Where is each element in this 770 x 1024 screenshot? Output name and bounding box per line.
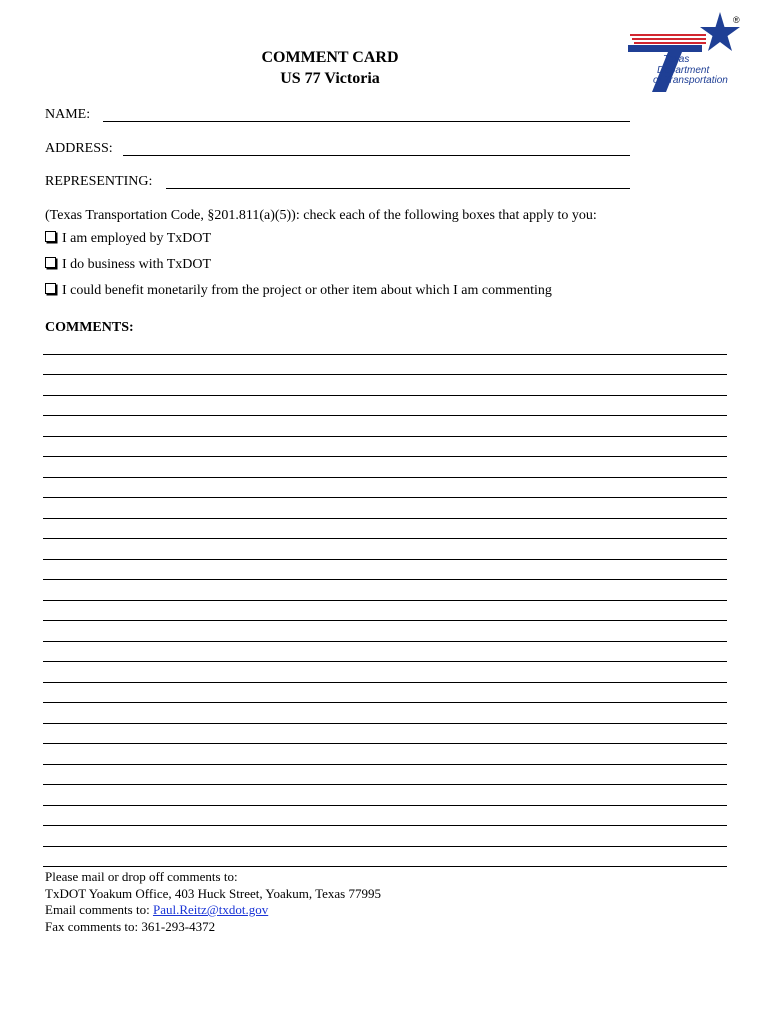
comment-line[interactable] (43, 559, 727, 560)
comment-line[interactable] (43, 743, 727, 744)
checkbox-label-business: I do business with TxDOT (62, 257, 212, 272)
name-field-row (45, 107, 90, 123)
fax-info: Fax comments to: 361-293-4372 (45, 918, 216, 934)
checkbox-row-employed[interactable] (45, 231, 211, 247)
checkbox-row-benefit[interactable] (45, 283, 552, 299)
comment-line[interactable] (43, 579, 727, 580)
representing-input-line[interactable] (166, 188, 630, 189)
comment-line[interactable] (43, 641, 727, 642)
mailing-instruction: Please mail or drop off comments to: (45, 869, 238, 884)
comment-line[interactable] (43, 702, 727, 703)
comment-line[interactable] (43, 661, 727, 662)
comment-line[interactable] (43, 846, 727, 847)
comment-line[interactable] (43, 682, 727, 683)
comment-line[interactable] (43, 620, 727, 621)
checkbox-business[interactable] (45, 257, 56, 268)
comment-line[interactable] (43, 784, 727, 785)
comment-line[interactable] (43, 764, 727, 765)
office-address: TxDOT Yoakum Office, 403 Huck Street, Yoakum, Texas 77995 (45, 885, 381, 901)
mailing-info (45, 869, 381, 935)
disclosure-note: (Texas Transportation Code, §201.811(a)(5)): check each of the following boxes that apply to you: (45, 208, 597, 223)
comment-line[interactable] (43, 538, 727, 539)
email-link[interactable]: Paul.Reitz@txdot.gov (152, 902, 269, 917)
name-input-line[interactable] (103, 121, 630, 122)
checkbox-employed[interactable] (45, 231, 56, 242)
address-field-row (45, 141, 113, 157)
comment-line[interactable] (43, 805, 727, 806)
address-label: ADDRESS: (45, 141, 113, 156)
comment-line[interactable] (43, 395, 727, 396)
comment-line[interactable] (43, 518, 727, 519)
logo-stripes-icon (628, 34, 706, 52)
email-row (45, 902, 381, 919)
logo-text-department: Department (657, 64, 710, 76)
email-prefix: Email comments to: (45, 902, 153, 917)
comment-line[interactable] (43, 497, 727, 498)
comment-line[interactable] (43, 374, 727, 375)
page-title: COMMENT CARD (261, 49, 399, 66)
comment-line[interactable] (43, 825, 727, 826)
checkbox-row-business[interactable] (45, 257, 211, 273)
comment-line[interactable] (43, 477, 727, 478)
name-label: NAME: (45, 107, 91, 122)
registered-mark: ® (733, 15, 740, 25)
comment-line[interactable] (43, 354, 727, 355)
comment-line[interactable] (43, 415, 727, 416)
comments-label: COMMENTS: (45, 320, 134, 335)
checkbox-benefit[interactable] (45, 283, 56, 294)
logo-text-transportation: of Transportation (653, 75, 728, 86)
page-subtitle: US 77 Victoria (280, 70, 380, 87)
representing-label: REPRESENTING: (45, 174, 153, 189)
comment-line[interactable] (43, 723, 727, 724)
comment-line[interactable] (43, 866, 727, 867)
logo-text (653, 55, 743, 87)
representing-field-row (45, 174, 152, 190)
checkbox-label-benefit: I could benefit monetarily from the project or other item about which I am commenting (62, 283, 552, 298)
comment-line[interactable] (43, 600, 727, 601)
comment-line[interactable] (43, 456, 727, 457)
logo-text-texas: Texas (663, 54, 690, 65)
comment-line[interactable] (43, 436, 727, 437)
checkbox-label-employed: I am employed by TxDOT (62, 231, 212, 246)
address-input-line[interactable] (123, 155, 630, 156)
